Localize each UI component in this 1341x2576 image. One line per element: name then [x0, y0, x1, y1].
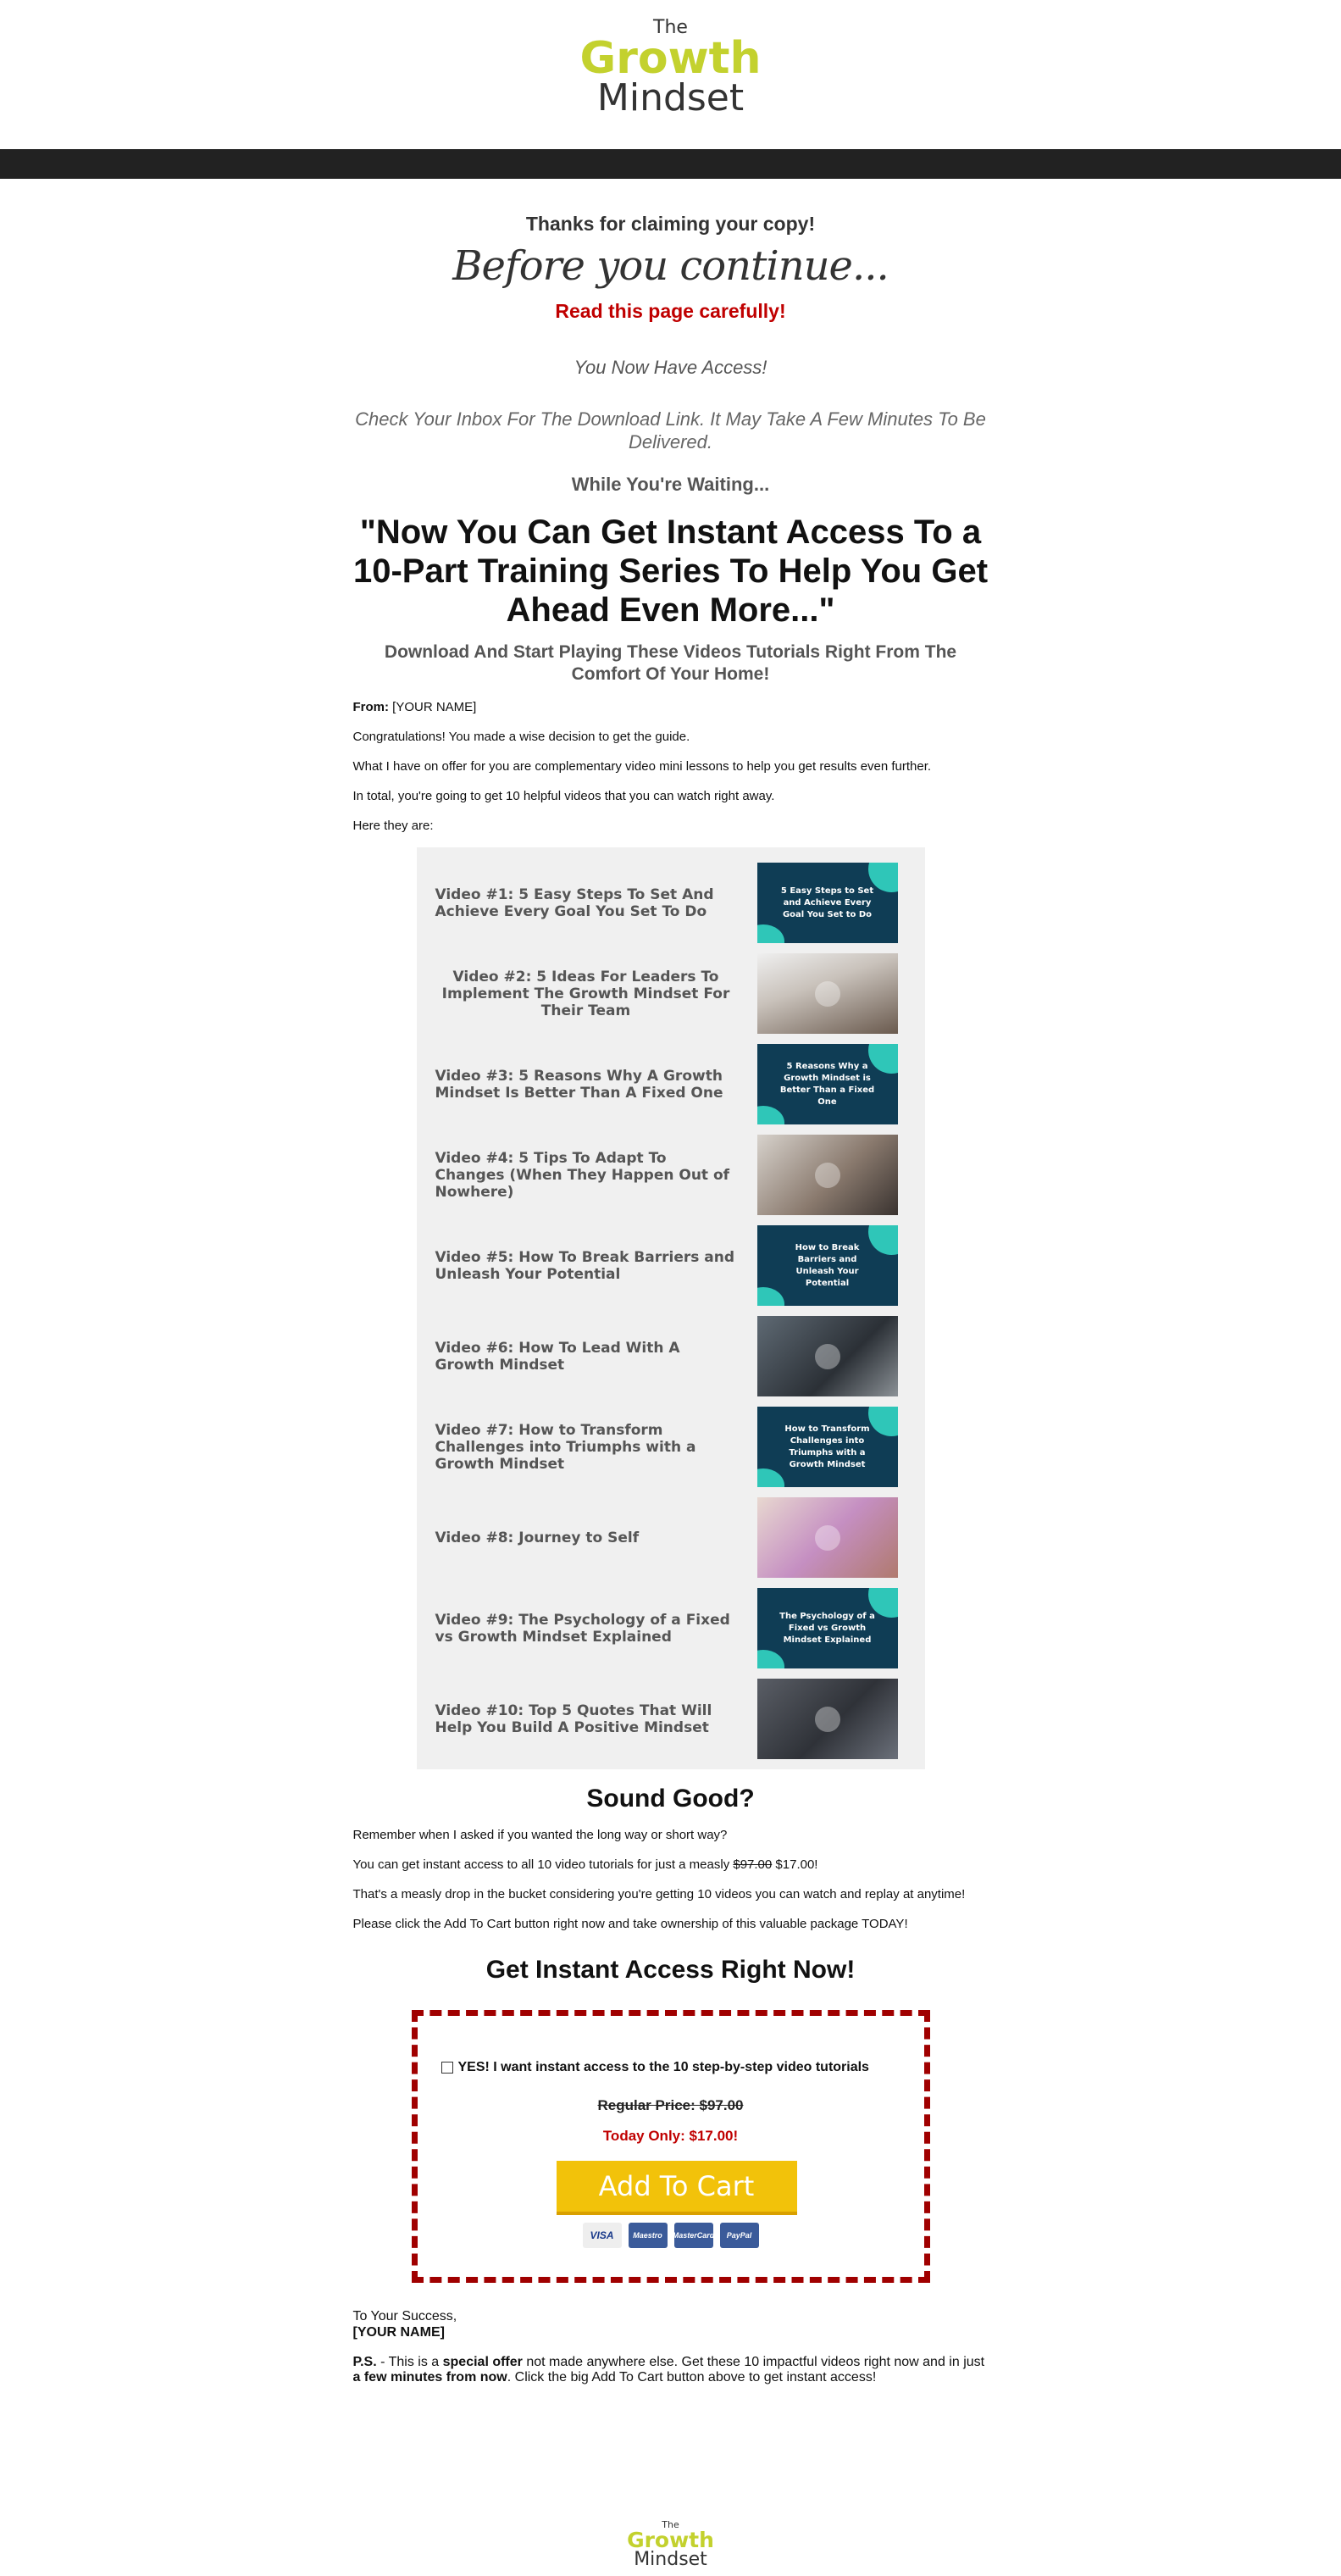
video-thumbnail: [757, 1588, 898, 1668]
regular-price: Regular Price: $97.00: [597, 2097, 744, 2113]
add-to-cart-button[interactable]: Add To Cart: [557, 2161, 797, 2215]
ps-paragraph: [353, 2355, 989, 2385]
sound-good-heading: Sound Good?: [586, 1785, 755, 1813]
letter-paragraph: Congratulations! You made a wise decision to get the guide.: [352, 730, 690, 744]
video-title: Video #7: How to Transform Challenges into Triumphs with a Growth Mindset: [435, 1421, 696, 1473]
video-thumbnail-photo: [757, 1679, 898, 1759]
offer-price-paragraph: [353, 1857, 989, 1873]
video-thumbnail: [757, 1044, 898, 1124]
offer-price-pre: You can get instant access to all 10 video tutorials for just a measly: [352, 1857, 734, 1872]
video-title: Video #9: The Psychology of a Fixed vs Growth Mindset Explained: [435, 1611, 730, 1646]
waiting-text: While You're Waiting...: [571, 474, 770, 495]
header: [0, 0, 1341, 149]
ps-text-2: not made anywhere else. Get these 10 impactful videos right now and in just: [522, 2355, 985, 2369]
photo-icon: [815, 1525, 840, 1551]
access-text: You Now Have Access!: [574, 357, 767, 378]
video-thumbnail-photo: [757, 953, 898, 1034]
maestro-icon: Maestro: [629, 2223, 668, 2248]
logo-growth: Growth: [627, 2528, 714, 2552]
video-thumbnail-photo: [757, 1135, 898, 1215]
new-price: $17.00!: [772, 1857, 818, 1872]
video-item: [417, 948, 925, 1039]
video-thumbnail-photo: [757, 1316, 898, 1396]
video-title: Video #8: Journey to Self: [435, 1529, 640, 1546]
photo-icon: [815, 1163, 840, 1188]
video-title: Video #1: 5 Easy Steps To Set And Achieve Every Goal You Set To Do: [435, 886, 714, 920]
video-title: Video #5: How To Break Barriers and Unleash Your Potential: [435, 1248, 735, 1283]
thumbnail-text: How to Break Barriers and Unleash Your Potential: [795, 1242, 860, 1288]
ps-minutes: a few minutes from now: [352, 2370, 507, 2384]
visa-icon: VISA: [583, 2223, 622, 2248]
video-thumbnail-photo: [757, 1497, 898, 1578]
offer-paragraph: Remember when I asked if you wanted the long way or short way?: [352, 1828, 728, 1842]
order-checkbox-label[interactable]: YES! I want instant access to the 10 step-by-step video tutorials: [457, 2060, 869, 2074]
letter-paragraph: What I have on offer for you are complementary video mini lessons to help you get results even further.: [352, 759, 932, 774]
video-item: [417, 858, 925, 948]
order-checkbox-row[interactable]: [441, 2060, 869, 2075]
mastercard-icon: MasterCard: [674, 2223, 713, 2248]
video-item: [417, 1220, 925, 1311]
photo-icon: [815, 981, 840, 1007]
logo-growth: Growth: [579, 33, 762, 84]
letter-paragraph: In total, you're going to get 10 helpful videos that you can watch right away.: [352, 789, 775, 803]
letter-paragraph: Here they are:: [352, 819, 434, 833]
main-headline: "Now You Can Get Instant Access To a 10-Part Training Series To Help You Get Ahead Even More...": [352, 514, 989, 629]
payment-cards: [418, 2223, 924, 2248]
order-checkbox[interactable]: [441, 2062, 453, 2074]
video-thumbnail: [757, 863, 898, 943]
video-thumbnail: [757, 1225, 898, 1306]
video-title: Video #10: Top 5 Quotes That Will Help You Build A Positive Mindset: [435, 1702, 712, 1736]
read-carefully-text: Read this page carefully!: [555, 300, 786, 322]
logo-the: The: [662, 2519, 679, 2530]
thumbnail-text: 5 Easy Steps to Set and Achieve Every Goal You Set to Do: [780, 886, 874, 919]
paypal-icon: PayPal: [720, 2223, 759, 2248]
logo-mindset: Mindset: [634, 2549, 707, 2570]
video-item: [417, 1583, 925, 1674]
thumbnail-text: The Psychology of a Fixed vs Growth Mindset Explained: [779, 1611, 875, 1645]
order-box: [412, 2010, 930, 2283]
sub-headline: Download And Start Playing These Videos Tutorials Right From The Comfort Of Your Home!: [384, 642, 957, 684]
video-item: [417, 1674, 925, 1764]
get-access-heading: Get Instant Access Right Now!: [485, 1956, 856, 1984]
video-title: Video #4: 5 Tips To Adapt To Changes (When They Happen Out of Nowhere): [435, 1149, 730, 1201]
old-price: $97.00: [733, 1857, 773, 1872]
video-item: [417, 1311, 925, 1402]
from-label: From:: [352, 700, 389, 714]
signoff: [353, 2308, 989, 2340]
photo-icon: [815, 1344, 840, 1369]
video-title: Video #6: How To Lead With A Growth Mindset: [435, 1339, 680, 1374]
footer-logo: [0, 2520, 1341, 2569]
before-continue-heading: Before you continue...: [452, 242, 889, 290]
video-title: Video #3: 5 Reasons Why A Growth Mindset Is Better Than A Fixed One: [435, 1067, 723, 1102]
thumbnail-text: How to Transform Challenges into Triumphs with a Growth Mindset: [784, 1424, 870, 1469]
ps-text-1: - This is a: [376, 2355, 443, 2369]
video-item: [417, 1492, 925, 1583]
photo-icon: [815, 1707, 840, 1732]
main-content: [0, 179, 1341, 2385]
logo-mindset: Mindset: [596, 76, 745, 119]
inbox-text: Check Your Inbox For The Download Link. It May Take A Few Minutes To Be Delivered.: [355, 408, 986, 452]
signoff-line: To Your Success,: [352, 2309, 457, 2323]
header-divider-bar: [0, 149, 1341, 179]
offer-paragraph: That's a measly drop in the bucket considering you're getting 10 videos you can watch and replay at anytime!: [352, 1887, 966, 1901]
video-item: [417, 1039, 925, 1130]
video-item: [417, 1130, 925, 1220]
thanks-text: Thanks for claiming your copy!: [525, 213, 816, 235]
logo-the: The: [653, 17, 688, 38]
video-list: [417, 847, 925, 1769]
from-name: [YOUR NAME]: [389, 700, 477, 714]
signoff-name: [YOUR NAME]: [352, 2325, 445, 2340]
video-title: Video #2: 5 Ideas For Leaders To Implement The Growth Mindset For Their Team: [441, 968, 730, 1019]
video-thumbnail: [757, 1407, 898, 1487]
ps-label: P.S.: [352, 2355, 377, 2369]
ps-text-3: . Click the big Add To Cart button above to get instant access!: [507, 2370, 877, 2384]
video-item: [417, 1402, 925, 1492]
brand-logo: [0, 19, 1341, 117]
thumbnail-text: 5 Reasons Why a Growth Mindset is Better Than a Fixed One: [779, 1061, 875, 1107]
today-price: Today Only: $17.00!: [602, 2128, 739, 2144]
ps-special: special offer: [442, 2355, 523, 2369]
from-line: [353, 700, 989, 715]
offer-paragraph: Please click the Add To Cart button right now and take ownership of this valuable package TODAY!: [352, 1917, 908, 1931]
